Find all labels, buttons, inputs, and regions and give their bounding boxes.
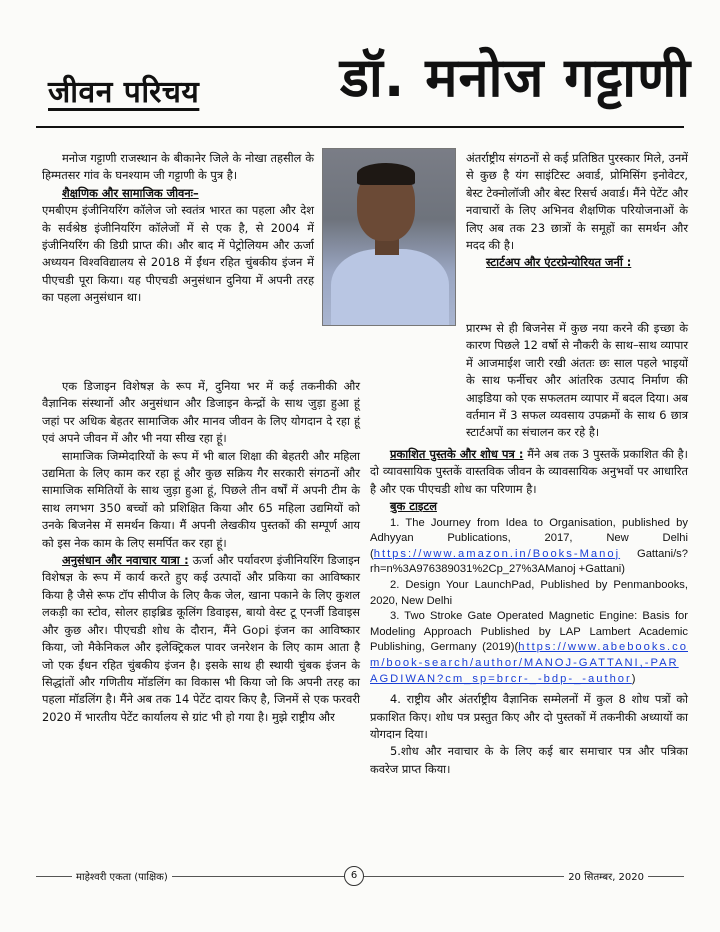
book-1-link[interactable]: https://www.amazon.in/Books-Manoj	[373, 547, 621, 560]
left-top-column	[42, 150, 314, 307]
book-item-3: 3. Two Stroke Gate Operated Magnetic Engine: Basis for Modeling Approach Published by LAP Lambert Academic Publishing, Germany (2019)(https://www.abebooks.com/book-search/author/MANOJ-GATTANI,-PARAGDIWAN?cm_sp=brcr-_-bdp-_-author)	[370, 610, 688, 685]
startup-paragraph-top	[466, 254, 688, 271]
book-item-2: 2. Design Your LaunchPad, Published by Penmanbooks, 2020, New Delhi	[370, 579, 688, 607]
education-paragraph: एमबीएम इंजीनियरिंग कॉलेज जो स्वतंत्र भारत का पहला और देश के सर्वश्रेष्ठ इंजीनियरिंग कॉलेजों में से एक है, से 2004 में इंजीनियरिंग की डिग्री प्राप्त की। और बाद में पेट्रोलियम और ऊर्जा अध्ययन विश्वविद्यालय से 2018 में ईंधन रहित चुंबकीय इंजन में पीएचडी पूरा किया। यह पीएचडी अनुसंधान दुनिया में अपनी तरह का पहला अनुसंधान था।	[42, 203, 314, 305]
coverage-paragraph: 5.शोध और नवाचार के के लिए कई बार समाचार पत्र और पत्रिका कवरेज प्राप्त किया।	[370, 744, 688, 776]
person-name-headline: डॉ. मनोज गट्टाणी	[340, 46, 692, 109]
books-paragraph	[370, 446, 688, 498]
research-text: ऊर्जा और पर्यावरण इंजीनियरिंग डिजाइन विशेषज्ञ के रूप में कार्य करते हुए कई उत्पादों और प्रकिया का आविष्कार किया है जैसे रूफ टॉप सीपीज के लिए कैक जेल, खाना पकाने के लिए कुशल लकड़ी का स्टोव, सोलर हाइब्रिड कूलिंग डिवाइस, बायो वेस्ट टू एनर्जी डिवाइस और कुछ और। पीएचडी शोध के दौरान, मैंने Gopi इंजन का आविष्कार किया, जो मैकेनिकल और इलेक्ट्रिकल पावर जनरेशन के लिए काम आता है जो एक ईंधन रहित चुंबकीय इंजन है। इसके साथ ही स्थायी चुंबक इंजन के सिद्धांतों और गणितीय मॉडलिंग का विकास भी किया जो कि अपनी तरह का पहला मॉडलिंग है। मैंने अब तक 14 पेटेंट दायर किए है, जिनमें से एक फरवरी 2020 में भारतीय पेटेंट कार्यालय से ग्रांट भी हो गया है। मुझे राष्ट्रीय और	[42, 553, 360, 724]
startup-column	[370, 320, 688, 442]
intro-paragraph: मनोज गट्टाणी राजस्थान के बीकानेर जिले के नोखा तहसील के हिम्मतसर गांव के घनश्याम जी गट्टाणी के पुत्र है।	[42, 151, 314, 183]
book-title-heading: बुक टाइटल	[390, 499, 437, 514]
section-title: जीवन परिचय	[48, 75, 200, 110]
book-list	[370, 516, 688, 688]
right-column	[466, 150, 688, 272]
papers-paragraph: 4. राष्ट्रीय और अंतर्राष्ट्रीय वैज्ञानिक सम्मेलनों में कुल 8 शोध पत्रों को प्रकाशित किए। शोध पत्र प्रस्तुत किए और दो पुस्तकों में तकनीकी अध्यायों का योगदान दिया।	[370, 692, 688, 741]
research-heading: अनुसंधान और नवाचार यात्रा :	[62, 553, 189, 568]
publication-name: माहेश्वरी एकता (पाक्षिक)	[72, 869, 172, 883]
page-number: 6	[344, 866, 364, 886]
startup-paragraph: प्रारम्भ से ही बिजनेस में कुछ नया करने की इच्छा के कारण पिछले 12 वर्षो से नौकरी के साथ–साथ व्यापार में आजमाईश जारी रखी अंततः छः साल पहले भाइयों के साथ फर्नीचर और आंतरिक उत्पाद निर्माण की आइडिया को एक सफलतम व्यापार में बदल दिया। अब वर्तमान में 3 सफल व्यवसाय उपक्रमों के साथ 6 छात्र स्टार्टअपों का संचालन कर रहे है।	[466, 321, 688, 440]
book-item-1: 1. The Journey from Idea to Organisation, published by Adhyyan Publications, 2017, New Delhi (https://www.amazon.in/Books-Manoj Gattani/s?rh=n%3A976389031%2Cp_27%3AManoj +Gattani)	[370, 516, 688, 576]
book-3-link[interactable]: https://www.abebooks.com/book-search/author/MANOJ-GATTANI,-PARAGDIWAN?cm_sp=brcr-_-bdp-_-author	[370, 641, 688, 685]
awards-paragraph: अंतर्राष्ट्रीय संगठनों से कई प्रतिष्ठित पुरस्कार मिले, उनमें से कुछ है यंग साइंटिस्ट अवार्ड, प्रोमिसिंग इनोवेटर, बेस्ट टेक्नोलॉजी और बेस्ट रिसर्च अवार्ड। मैंने पेटेंट और नवाचारों के लिए अभिनव शैक्षणिक परियोजनाओं के लिए अब तक 23 छात्रों के समूहों का समर्थन और मदद की है।	[466, 151, 688, 253]
startup-heading: स्टार्टअप और एंटरप्रेन्योरियत जर्नी :	[486, 255, 632, 270]
publication-date: 20 सितम्बर, 2020	[564, 869, 648, 883]
portrait-photo	[322, 148, 456, 326]
left-bottom-column	[42, 378, 360, 726]
header-divider	[36, 126, 684, 128]
social-paragraph: सामाजिक जिम्मेदारियों के रूप में भी बाल शिक्षा की बेहतरी और महिला उद्यमिता के लिए काम कर रहा हूं और कुछ सक्रिय गैर सरकारी संगठनों और सामाजिक समितियों के साथ जुड़ा हुआ हूं, पिछले तीन वर्षों में अपनी टीम के साथ लगभग 350 बच्चों को प्रशिक्षित किया और 65 महिला उद्यमियों को उनके बिजनेस में समर्थन किया। मैं अपनी लेखकीय पुस्तकों की सम्पूर्ण आय को इस नेक काम के लिए समर्पित कर रहा हूं।	[42, 448, 360, 550]
books-column	[370, 446, 688, 778]
books-heading: प्रकाशित पुस्तके और शोध पत्र :	[390, 447, 524, 461]
research-paragraph	[42, 552, 360, 726]
books-text: मैंने अब तक 3 पुस्तकें प्रकाशित की है। दो व्यावसायिक पुस्तकें वास्तविक जीवन के व्यावसायिक अनुभवों पर आधारित है और एक पीएचडी शोध का परिणाम है।	[370, 447, 688, 496]
design-expert-paragraph: एक डिजाइन विशेषज्ञ के रूप में, दुनिया भर में कई तकनीकी और वैज्ञानिक संस्थानों और अनुसंधान और डिजाइन केन्द्रों के साथ जुड़ा हुआ हूं जहां पर अधिक बेहतर सामाजिक और मानव जीवन के लिए योगदान दे रहा हूं एवं अपने जीवन में और भी नया सीख रहा हूं।	[42, 379, 360, 446]
education-heading: शैक्षणिक और सामाजिक जीवनः–	[62, 185, 199, 200]
